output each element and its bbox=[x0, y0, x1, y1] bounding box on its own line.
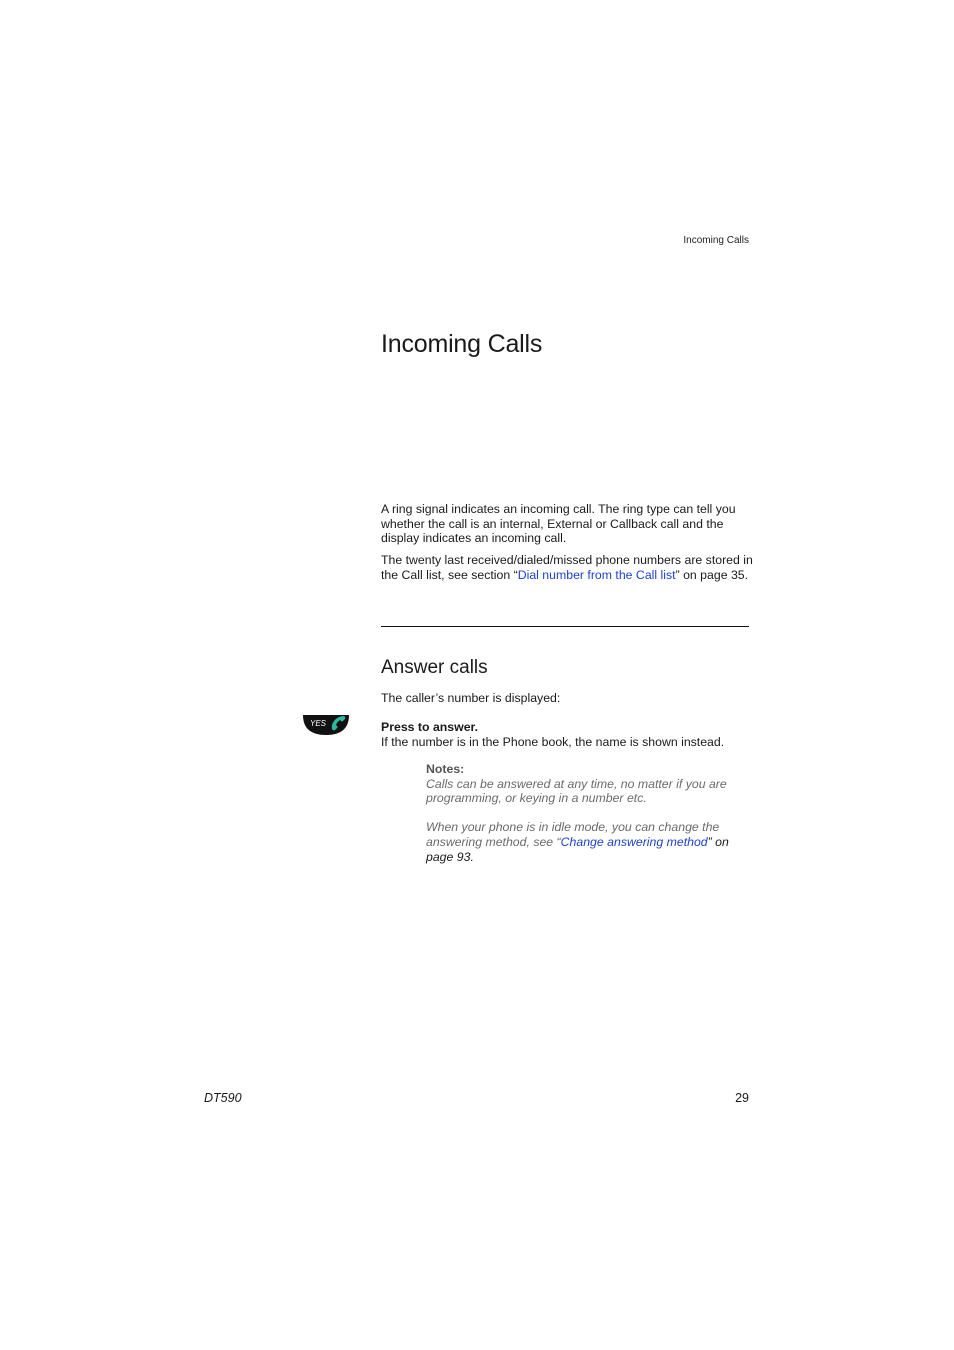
footer-page-number: 29 bbox=[735, 1091, 749, 1105]
intro-paragraph-2-text-after: ” on page 35. bbox=[675, 567, 749, 582]
press-to-answer-text: Press to answer. bbox=[381, 720, 479, 734]
call-list-link[interactable]: Dial number from the Call list bbox=[517, 567, 676, 582]
notes-block bbox=[426, 762, 746, 864]
note-2-text-before: When your phone is in idle mode, you can change the answering method, see “ bbox=[426, 820, 720, 849]
note-2 bbox=[426, 820, 746, 864]
section-divider bbox=[381, 626, 749, 627]
footer-model: DT590 bbox=[204, 1091, 242, 1105]
answer-instruction bbox=[381, 720, 753, 749]
note-2-text-after: ” on page 93. bbox=[426, 834, 729, 864]
yes-key-label: YES bbox=[310, 719, 327, 728]
page-title: Incoming Calls bbox=[381, 330, 543, 358]
intro-paragraph-2-text-before: The twenty last received/dialed/missed phone numbers are stored in the Call list, see section “ bbox=[381, 553, 753, 582]
caller-number-text: The caller’s number is displayed: bbox=[381, 691, 561, 705]
phone-book-name-text: If the number is in the Phone book, the name is shown instead. bbox=[381, 734, 725, 749]
intro-paragraph-2 bbox=[381, 553, 753, 582]
section-title: Answer calls bbox=[381, 657, 488, 678]
yes-key-icon bbox=[302, 713, 350, 737]
note-1: Calls can be answered at any time, no matter if you are programming, or keying in a number etc. bbox=[426, 776, 727, 806]
change-answering-method-link[interactable]: Change answering method bbox=[560, 834, 708, 849]
notes-label: Notes: bbox=[426, 762, 465, 776]
running-header: Incoming Calls bbox=[683, 235, 749, 246]
intro-paragraph-1: A ring signal indicates an incoming call. The ring type can tell you whether the call is an internal, External or Callback call and the display indicates an incoming call. bbox=[381, 502, 736, 546]
